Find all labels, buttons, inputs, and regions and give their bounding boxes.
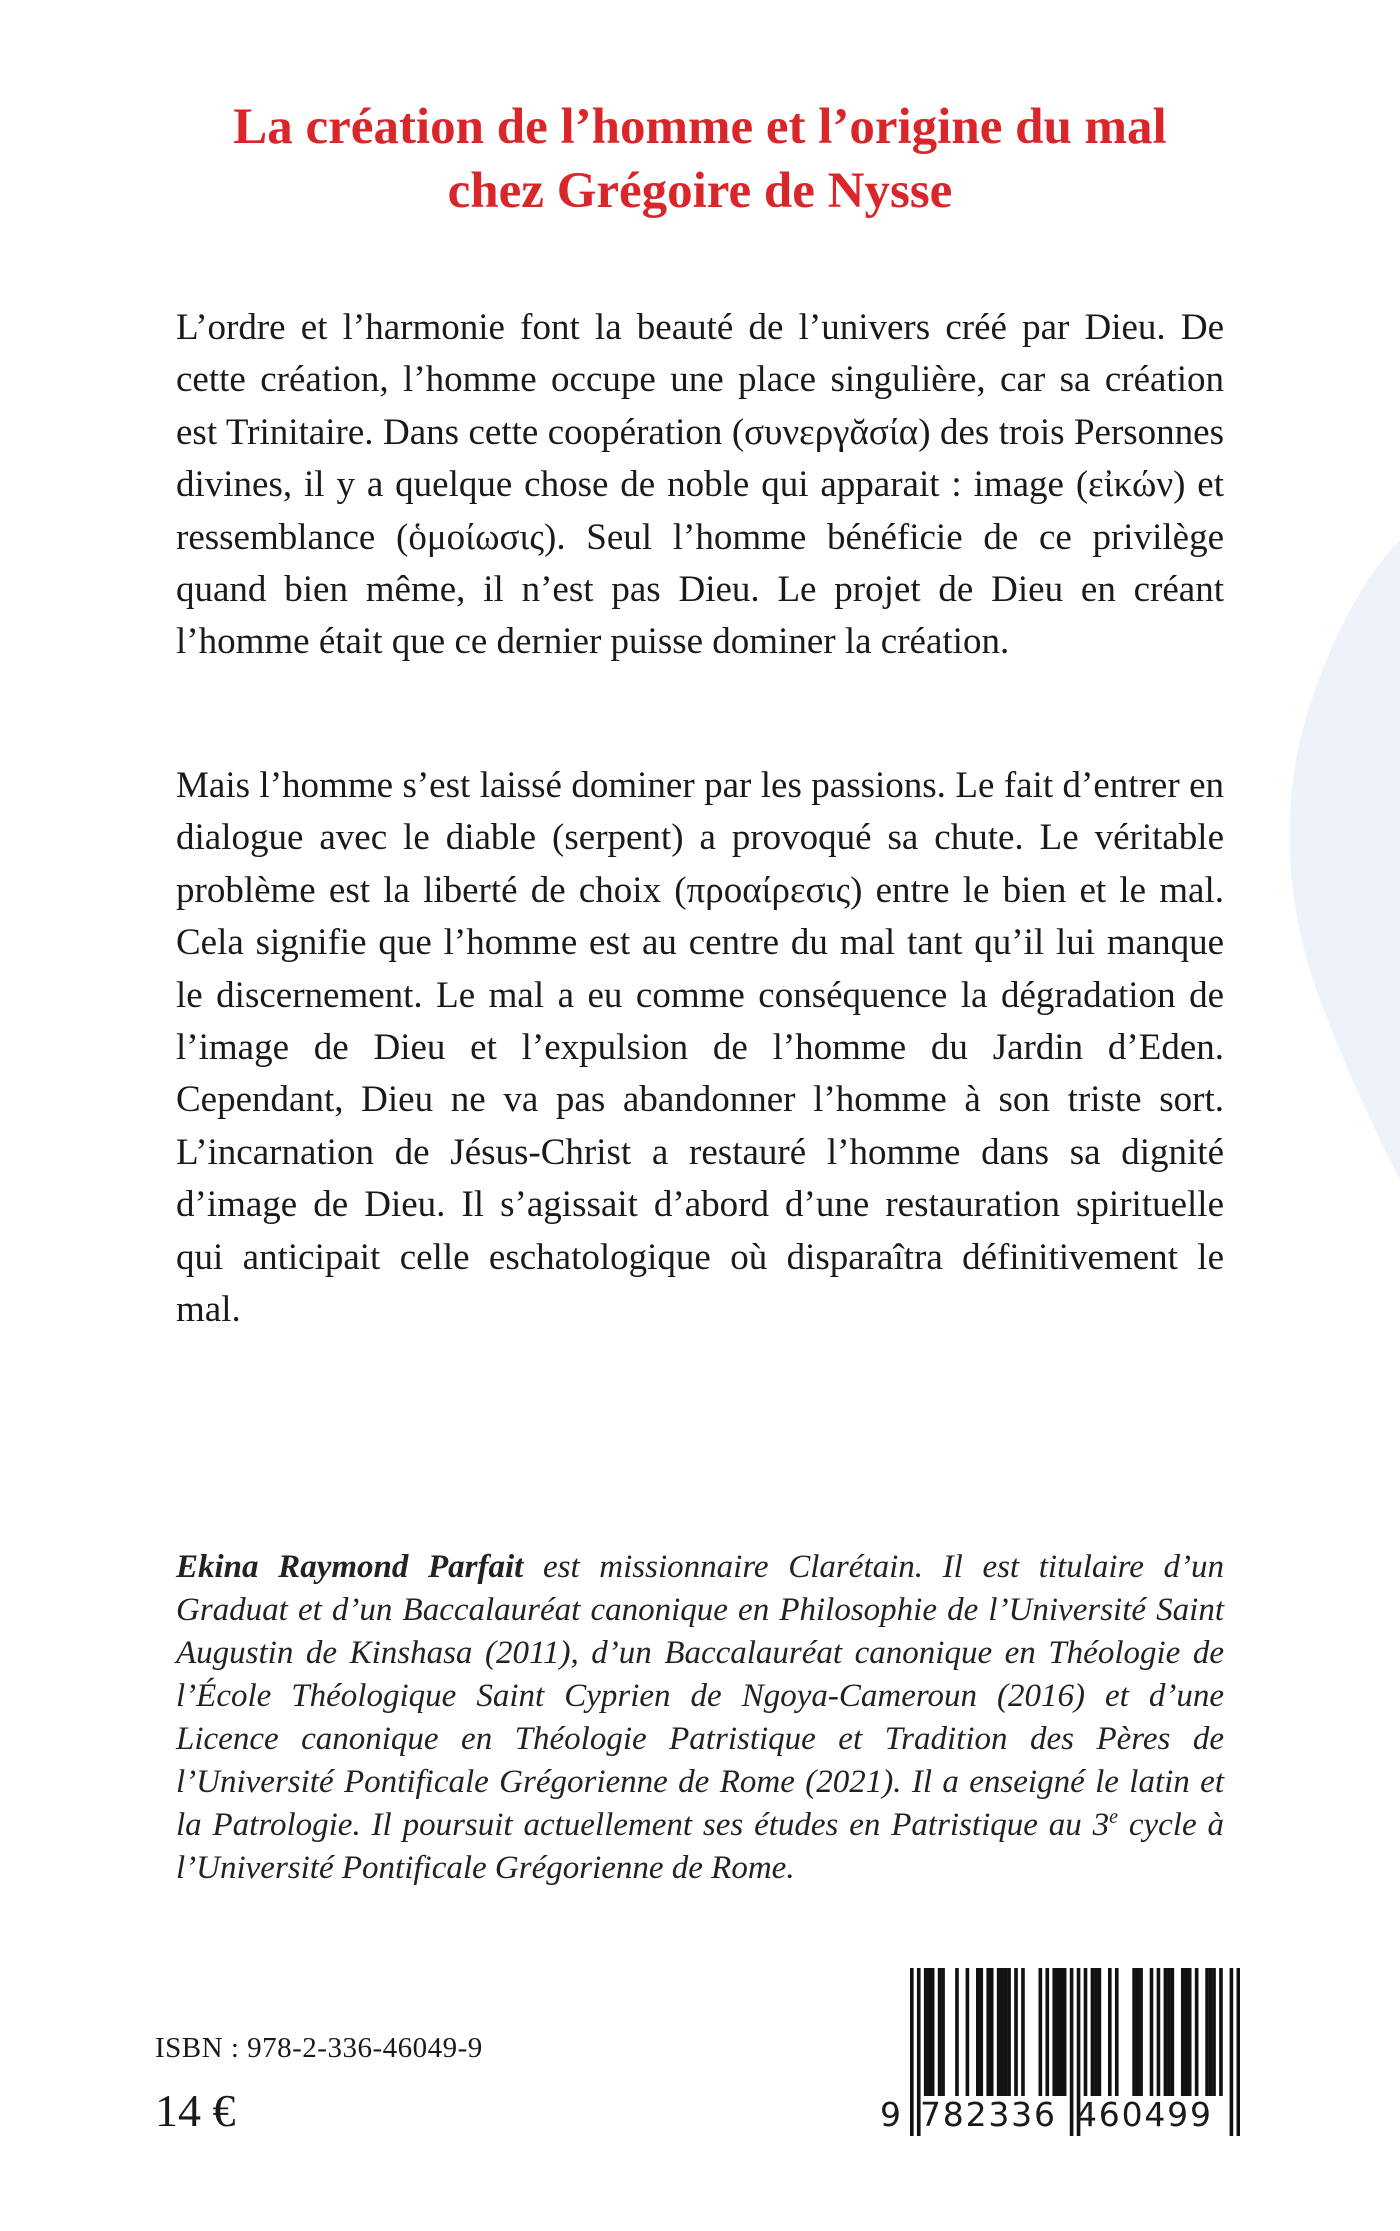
barcode-bar xyxy=(931,1968,935,2096)
barcode-bar xyxy=(990,1968,994,2096)
barcode-bar xyxy=(1167,1968,1171,2096)
barcode-bar xyxy=(1108,1968,1112,2096)
barcode-bar xyxy=(1052,1968,1056,2096)
barcode-bar xyxy=(1115,1968,1119,2096)
barcode-bar xyxy=(1007,1968,1011,2096)
barcode-bar xyxy=(1039,1968,1043,2096)
barcode-bar xyxy=(1045,1968,1049,2096)
barcode-bar xyxy=(1212,1968,1216,2096)
barcode-bar xyxy=(1056,1968,1060,2096)
isbn-label: ISBN : 978-2-336-46049-9 xyxy=(155,2032,483,2064)
barcode-bar xyxy=(1219,1968,1223,2096)
barcode-bar xyxy=(1098,1968,1102,2096)
barcode-bar xyxy=(976,1968,980,2096)
barcode-bar xyxy=(986,1968,990,2096)
barcode-first-digit: 9 xyxy=(880,2095,901,2134)
bio-text-end: cycle à l’Université Pontificale Grégorienne de Rome. xyxy=(176,1807,1224,1886)
barcode-bar xyxy=(938,1968,942,2096)
price-label: 14 € xyxy=(155,2085,236,2136)
barcode-bar xyxy=(1004,1968,1008,2096)
barcode-bar xyxy=(1188,1968,1192,2096)
barcode-bar xyxy=(1084,1968,1088,2096)
barcode-bar xyxy=(1150,1968,1154,2096)
barcode-bar xyxy=(1205,1968,1209,2096)
barcode-bar xyxy=(1237,1968,1240,2136)
barcode-bar xyxy=(1181,1968,1185,2096)
barcode-left-digits: 782336 xyxy=(920,2095,1057,2134)
barcode-bar xyxy=(1139,1968,1143,2096)
barcode-bar xyxy=(1209,1968,1213,2096)
barcode-bar xyxy=(1157,1968,1161,2096)
barcode-bar xyxy=(927,1968,931,2096)
barcode-bar xyxy=(1230,1968,1234,2136)
book-title-line-2: chez Grégoire de Nysse xyxy=(447,163,953,219)
author-name: Ekina Raymond Parfait xyxy=(176,1549,524,1585)
barcode-bar xyxy=(966,1968,970,2096)
barcode-bar xyxy=(1059,1968,1063,2096)
barcode-bar xyxy=(979,1968,983,2096)
bio-superscript: e xyxy=(1109,1806,1119,1828)
barcode-bar xyxy=(1136,1968,1140,2096)
barcode-bar xyxy=(1070,1968,1074,2136)
barcode-bar xyxy=(1184,1968,1188,2096)
barcode-bar xyxy=(1132,1968,1136,2096)
barcode-bar xyxy=(1171,1968,1175,2096)
summary-paragraph-1: L’ordre et l’harmonie font la beauté de l’univers créé par Dieu. De cette création, l’homme occupe une place singulière, car sa création est Trinitaire. Dans cette coopération (συνεργᾰσία) des trois Personnes divines, il y a quelque chose de noble qui apparait : image (εἰκών) et ressemblance (ὁμοίωσις). Seul l’homme bénéficie de ce privilège quand bien même, il n’est pas Dieu. Le projet de Dieu en créant l’homme était que ce dernier puisse dominer la création. xyxy=(176,307,1224,663)
barcode-bar xyxy=(1195,1968,1199,2096)
barcode-bar xyxy=(955,1968,959,2096)
decorative-edge-shape xyxy=(1280,540,1400,1180)
barcode-bar xyxy=(1063,1968,1067,2096)
barcode-bar xyxy=(1091,1968,1095,2096)
barcode-bar xyxy=(941,1968,945,2096)
book-title-line-1: La création de l’homme et l’origine du mal xyxy=(233,99,1167,155)
summary-paragraph-2: Mais l’homme s’est laissé dominer par les passions. Le fait d’entrer en dialogue avec le diable (serpent) a provoqué sa chute. Le véritable problème est la liberté de choix (προαίρεσις) entre le bien et le mal. Cela signifie que l’homme est au centre du mal tant qu’il lui manque le discernement. Le mal a eu comme conséquence la dégradation de l’image de Dieu et l’expulsion de l’homme du Jardin d’Eden. Cependant, Dieu ne va pas abandonner l’homme à son triste sort. L’incarnation de Jésus-Christ a restauré l’homme dans sa dignité d’image de Dieu. Il s’agissait d’abord d’une restauration spirituelle qui anticipait celle eschatologique où disparaîtra définitivement le mal. xyxy=(176,765,1224,1331)
barcode-right-digits: 460499 xyxy=(1076,2095,1213,2134)
barcode-bar xyxy=(1094,1968,1098,2096)
barcode-bar xyxy=(1014,1968,1018,2096)
barcode-bar xyxy=(1021,1968,1025,2096)
barcode-bar xyxy=(997,1968,1001,2096)
barcode-bar xyxy=(910,1968,914,2136)
bio-text: est missionnaire Clarétain. Il est titulaire d’un Graduat et d’un Baccalauréat canonique en Philosophie de l’Université Saint Augustin de Kinshasa (2011), d’un Baccalauréat canonique en Théologie de l’École Théologique Saint Cyprien de Ngoya-Cameroun (2016) et d’une Licence canonique en Théologie Patristique et Tradition des Pères de l’Université Pontificale Grégorienne de Rome (2021). Il a enseigné le latin et la Patrologie. Il poursuit actuellement ses études en Patristique au 3 xyxy=(176,1549,1224,1843)
barcode-bar xyxy=(1000,1968,1004,2096)
barcode-bar xyxy=(924,1968,928,2096)
author-biography xyxy=(176,1546,1224,1890)
barcode-bar xyxy=(1164,1968,1168,2096)
book-title xyxy=(0,95,1400,223)
